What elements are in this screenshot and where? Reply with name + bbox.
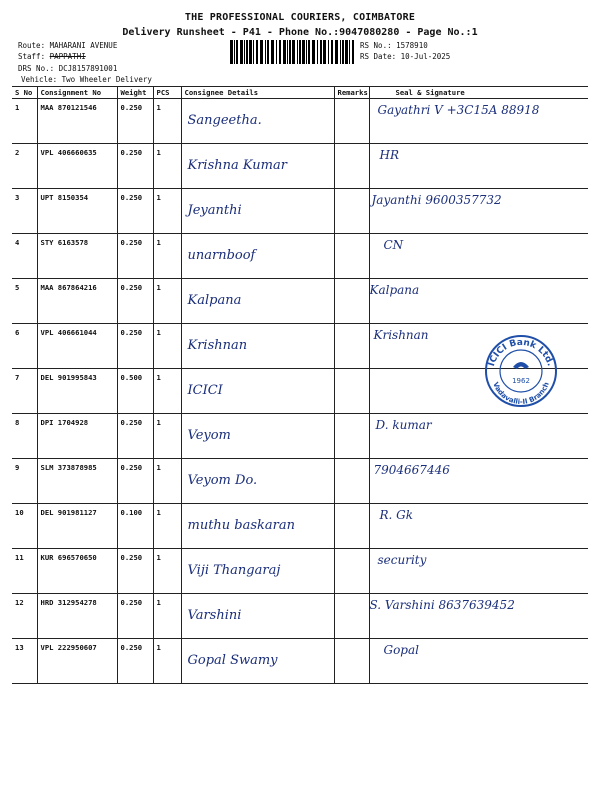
barcode-bar [297,40,298,64]
signature-text: Jayanthi 9600357732 [371,193,502,207]
stamp-branch: Vadavalli-II Branch [491,381,551,407]
row-remarks [334,414,369,459]
row-weight: 0.250 [117,144,153,189]
barcode-bar [349,40,350,64]
row-sno: 6 [12,324,37,369]
barcode-bar [340,40,341,64]
row-consignment-no: DEL 901995843 [37,369,117,414]
row-weight: 0.100 [117,504,153,549]
row-pcs: 1 [153,189,181,234]
column-header-remarks: Remarks [334,87,369,99]
row-consignment-no: VPL 406660635 [37,144,117,189]
barcode-bar [345,40,348,64]
consignee-handwriting: Jeyanthi [187,203,242,218]
row-weight: 0.250 [117,414,153,459]
barcode-bar [312,40,315,64]
signature-text: Krishnan [373,328,429,342]
row-pcs: 1 [153,144,181,189]
row-remarks [334,549,369,594]
row-weight: 0.250 [117,189,153,234]
row-weight: 0.250 [117,549,153,594]
row-weight: 0.250 [117,324,153,369]
barcode-bar [287,40,288,64]
barcode-bar [320,40,322,64]
signature-text: R. Gk [379,508,414,522]
row-pcs: 1 [153,369,181,414]
row-sno: 2 [12,144,37,189]
barcode-bar [256,40,258,64]
column-header-consignment: Consignment No [37,87,117,99]
column-header-consignee: Consignee Details [181,87,334,99]
row-consignment-no: HRD 312954278 [37,594,117,639]
stamp-year: 1962 [512,377,530,385]
row-consignee [181,99,334,144]
consignee-handwriting: Varshini [187,608,242,623]
barcode-bar [323,40,326,64]
row-consignee [181,594,334,639]
barcode-bar [234,40,235,64]
row-consignee [181,414,334,459]
table-row [12,189,588,234]
barcode-bar [276,40,277,64]
runsheet-meta-left [18,40,152,85]
row-remarks [334,639,369,684]
row-sno: 13 [12,639,37,684]
row-consignee [181,189,334,234]
row-remarks [334,189,369,234]
row-consignee [181,639,334,684]
barcode-bar [289,40,291,64]
row-sno: 3 [12,189,37,234]
company-name: THE PROFESSIONAL COURIERS, COIMBATORE [184,12,416,23]
row-consignee [181,144,334,189]
signature-text: 7904667446 [373,463,450,477]
consignee-handwriting: ICICI [187,383,223,398]
row-consignment-no: VPL 222950607 [37,639,117,684]
barcode-bar [328,40,329,64]
barcode-bar [335,40,338,64]
column-header-pcs: PCS [153,87,181,99]
consignee-handwriting: Gopal Swamy [187,653,278,668]
table-row [12,234,588,279]
rs-number: RS No.: 1578910 [360,41,428,50]
row-consignment-no: STY 6163578 [37,234,117,279]
drs-number: DRS No.: DCJ8157891001 [18,64,118,73]
barcode [230,40,354,64]
row-pcs: 1 [153,234,181,279]
signature-text: CN [383,238,404,252]
row-remarks [334,234,369,279]
row-consignment-no: UPT 8150354 [37,189,117,234]
row-sno: 8 [12,414,37,459]
barcode-bar [246,40,248,64]
row-consignment-no: DPI 1704928 [37,414,117,459]
stamp-bank-name: ICICI Bank Ltd. [486,337,556,368]
barcode-bar [292,40,295,64]
row-pcs: 1 [153,279,181,324]
row-consignee [181,279,334,324]
consignee-handwriting: Sangeetha. [187,113,262,128]
row-pcs: 1 [153,504,181,549]
staff-label: Staff: [18,52,46,61]
route-line: Route: MAHARANI AVENUE [18,41,118,50]
row-pcs: 1 [153,99,181,144]
barcode-bar [331,40,333,64]
row-seal-signature [369,639,588,684]
row-consignment-no: MAA 867864216 [37,279,117,324]
row-sno: 1 [12,99,37,144]
row-consignee [181,459,334,504]
row-weight: 0.250 [117,639,153,684]
staff-line [18,51,152,62]
row-consignee [181,549,334,594]
signature-text: Gopal [383,643,419,657]
row-weight: 0.250 [117,459,153,504]
row-remarks [334,369,369,414]
consignee-handwriting: muthu baskaran [187,518,296,533]
barcode-bar [240,40,243,64]
row-weight: 0.250 [117,234,153,279]
row-seal-signature [369,594,588,639]
barcode-bar [265,40,266,64]
barcode-bar [352,40,354,64]
consignee-handwriting: Krishna Kumar [187,158,287,173]
column-header-sno: S No [12,87,37,99]
row-consignee [181,234,334,279]
table-row [12,414,588,459]
consignee-handwriting: Viji Thangaraj [187,563,281,578]
signature-text: Kalpana [369,283,420,297]
row-seal-signature [369,234,588,279]
row-sno: 12 [12,594,37,639]
consignee-handwriting: unarnboof [187,248,256,263]
barcode-bar [306,40,307,64]
signature-text: Gayathri V +3C15A 88918 [377,103,540,117]
signature-text: HR [379,148,399,162]
barcode-bar [271,40,274,64]
table-row [12,504,588,549]
vehicle-line: Vehicle: Two Wheeler Delivery [21,75,152,84]
barcode-bar [236,40,238,64]
row-weight: 0.250 [117,594,153,639]
barcode-bar [244,40,245,64]
row-sno: 4 [12,234,37,279]
table-header-row [12,87,588,99]
row-sno: 9 [12,459,37,504]
table-row [12,594,588,639]
row-pcs: 1 [153,459,181,504]
row-consignment-no: SLM 373878985 [37,459,117,504]
row-seal-signature [369,144,588,189]
barcode-bar [283,40,286,64]
row-pcs: 1 [153,549,181,594]
row-consignee [181,504,334,549]
row-seal-signature [369,414,588,459]
row-pcs: 1 [153,594,181,639]
barcode-bar [230,40,233,64]
row-consignment-no: KUR 696570650 [37,549,117,594]
row-consignee [181,324,334,369]
bank-seal-stamp [483,333,559,409]
row-weight: 0.500 [117,369,153,414]
row-seal-signature [369,99,588,144]
row-seal-signature [369,279,588,324]
barcode-bar [342,40,344,64]
runsheet-meta-right [360,40,450,62]
signature-text: security [377,553,427,567]
barcode-bar [253,40,254,64]
row-consignment-no: DEL 901981127 [37,504,117,549]
row-seal-signature [369,504,588,549]
row-pcs: 1 [153,639,181,684]
row-remarks [334,459,369,504]
staff-name: PAPPATHI [49,52,86,61]
barcode-bar [249,40,252,64]
table-row [12,639,588,684]
column-header-seal: Seal & Signature [369,87,588,99]
barcode-bar [260,40,263,64]
barcode-bar [279,40,281,64]
row-remarks [334,279,369,324]
row-sno: 7 [12,369,37,414]
table-row [12,549,588,594]
row-pcs: 1 [153,324,181,369]
rs-date: RS Date: 10-Jul-2025 [360,52,451,61]
row-remarks [334,144,369,189]
row-sno: 10 [12,504,37,549]
row-seal-signature [369,549,588,594]
consignee-handwriting: Veyom [187,428,231,443]
row-weight: 0.250 [117,99,153,144]
barcode-bar [317,40,318,64]
row-sno: 5 [12,279,37,324]
row-remarks [334,594,369,639]
barcode-bar [308,40,310,64]
row-remarks [334,99,369,144]
row-sno: 11 [12,549,37,594]
row-consignment-no: VPL 406661044 [37,324,117,369]
row-seal-signature [369,459,588,504]
row-consignment-no: MAA 870121546 [37,99,117,144]
consignee-handwriting: Krishnan [187,338,248,353]
runsheet-subtitle: Delivery Runsheet - P41 - Phone No.:9047080280 - Page No.:1 [122,27,478,38]
stamp-emblem-icon [513,362,529,369]
barcode-bar [302,40,305,64]
table-row [12,99,588,144]
signature-text: S. Varshini 8637639452 [369,598,515,612]
row-consignee [181,369,334,414]
consignee-handwriting: Veyom Do. [187,473,258,488]
barcode-bar [299,40,301,64]
column-header-weight: Weight [117,87,153,99]
row-pcs: 1 [153,414,181,459]
consignee-handwriting: Kalpana [187,293,242,308]
table-row [12,279,588,324]
signature-text: D. kumar [375,418,432,432]
row-weight: 0.250 [117,279,153,324]
row-remarks [334,324,369,369]
row-seal-signature [369,189,588,234]
table-row [12,459,588,504]
barcode-bar [267,40,269,64]
table-row [12,144,588,189]
row-remarks [334,504,369,549]
